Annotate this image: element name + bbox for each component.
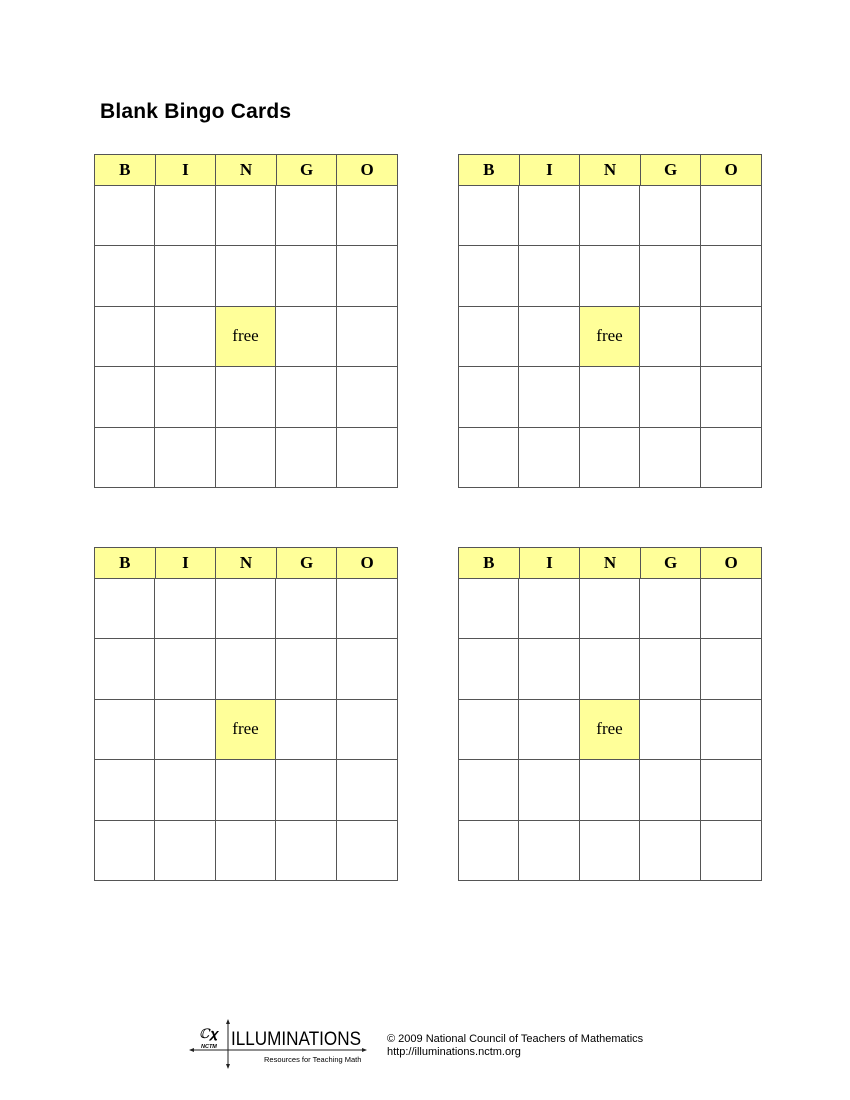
- card-header-row: [95, 155, 397, 186]
- free-space-cell: free: [580, 307, 640, 367]
- bingo-cell: [155, 428, 215, 488]
- bingo-card-3: [94, 547, 398, 881]
- bingo-cell: [95, 428, 155, 488]
- bingo-cell: [701, 700, 761, 760]
- bingo-cell: [640, 579, 700, 639]
- bingo-cell: [519, 639, 579, 699]
- card-header-letter: N: [580, 155, 641, 185]
- bingo-cell: [95, 307, 155, 367]
- bingo-cell: [640, 246, 700, 306]
- bingo-cell: [337, 246, 397, 306]
- bingo-cell: [640, 760, 700, 820]
- card-grid: [459, 579, 761, 881]
- card-header-row: [459, 155, 761, 186]
- bingo-cell: [216, 760, 276, 820]
- bingo-cell: [640, 367, 700, 427]
- bingo-cell: [519, 579, 579, 639]
- bingo-cell: [519, 700, 579, 760]
- bingo-cell: [701, 186, 761, 246]
- illuminations-logo-icon: [188, 1018, 368, 1070]
- bingo-cell: [216, 639, 276, 699]
- bingo-card-2: [458, 154, 762, 488]
- bingo-cell: [459, 639, 519, 699]
- bingo-cell: [640, 428, 700, 488]
- card-header-letter: G: [277, 155, 338, 185]
- card-header-letter: O: [360, 553, 374, 572]
- page-title: Blank Bingo Cards: [100, 100, 292, 123]
- card-header-letter: O: [724, 160, 738, 179]
- card-header-letter: G: [277, 548, 338, 578]
- credit-block: [387, 1033, 643, 1059]
- bingo-cell: [580, 367, 640, 427]
- bingo-cell: [337, 428, 397, 488]
- bingo-cell: [580, 186, 640, 246]
- bingo-cell: [276, 246, 336, 306]
- bingo-cell: [640, 639, 700, 699]
- bingo-cell: [701, 367, 761, 427]
- card-header-letter: O: [360, 160, 374, 179]
- svg-text:ℂ𝛘: ℂ𝛘: [199, 1027, 218, 1042]
- bingo-cell: [95, 367, 155, 427]
- bingo-cell: [95, 186, 155, 246]
- card-header-letter: B: [95, 155, 156, 185]
- bingo-cell: [459, 700, 519, 760]
- card-header-letter: I: [156, 548, 217, 578]
- bingo-cell: [155, 639, 215, 699]
- card-header-letter: G: [641, 155, 702, 185]
- bingo-cell: [216, 821, 276, 881]
- card-header-letter: B: [459, 548, 520, 578]
- bingo-cell: [216, 579, 276, 639]
- bingo-cell: [701, 579, 761, 639]
- free-space-cell: free: [580, 700, 640, 760]
- bingo-cell: [155, 821, 215, 881]
- bingo-cell: [216, 246, 276, 306]
- bingo-cell: [640, 700, 700, 760]
- bingo-cell: [337, 639, 397, 699]
- bingo-cell: [459, 579, 519, 639]
- copyright-text: © 2009 National Council of Teachers of Mathematics: [387, 1033, 644, 1045]
- card-header-letter: N: [580, 548, 641, 578]
- card-header-letter: B: [95, 548, 156, 578]
- bingo-cell: [276, 367, 336, 427]
- bingo-cell: [640, 821, 700, 881]
- bingo-cell: [337, 307, 397, 367]
- bingo-cell: [95, 579, 155, 639]
- card-header-letter: O: [724, 553, 738, 572]
- logo-main-text: ILLUMINATIONS: [231, 1029, 361, 1050]
- bingo-cell: [276, 639, 336, 699]
- card-header-letter: B: [459, 155, 520, 185]
- bingo-cell: [459, 428, 519, 488]
- bingo-cell: [276, 821, 336, 881]
- bingo-cell: [95, 246, 155, 306]
- bingo-cell: [459, 821, 519, 881]
- bingo-cell: [580, 246, 640, 306]
- card-header-letter: I: [156, 155, 217, 185]
- bingo-cell: [216, 428, 276, 488]
- bingo-cell: [701, 639, 761, 699]
- bingo-cell: [580, 639, 640, 699]
- bingo-cell: [337, 579, 397, 639]
- bingo-cell: [459, 186, 519, 246]
- logo-tagline-text: Resources for Teaching Math: [264, 1055, 362, 1064]
- bingo-cell: [519, 821, 579, 881]
- bingo-card-4: [458, 547, 762, 881]
- bingo-cell: [459, 760, 519, 820]
- card-header-letter: I: [520, 155, 581, 185]
- free-space-cell: free: [216, 700, 276, 760]
- card-header-letter: N: [216, 155, 277, 185]
- illuminations-logo: [188, 1018, 368, 1070]
- bingo-cell: [95, 821, 155, 881]
- bingo-cell: [701, 246, 761, 306]
- bingo-cell: [580, 821, 640, 881]
- bingo-cell: [519, 307, 579, 367]
- bingo-cell: [519, 367, 579, 427]
- bingo-cell: [276, 307, 336, 367]
- logo-org-text: NCTM: [201, 1044, 217, 1050]
- card-header-letter: G: [641, 548, 702, 578]
- bingo-cell: [640, 307, 700, 367]
- bingo-cell: [276, 579, 336, 639]
- card-header-row: [459, 548, 761, 579]
- bingo-cell: [580, 579, 640, 639]
- bingo-cell: [519, 760, 579, 820]
- bingo-cell: [155, 760, 215, 820]
- free-space-cell: free: [216, 307, 276, 367]
- bingo-cell: [459, 307, 519, 367]
- card-grid: [459, 186, 761, 488]
- bingo-cell: [95, 700, 155, 760]
- bingo-cell: [640, 186, 700, 246]
- bingo-cell: [580, 428, 640, 488]
- card-header-row: [95, 548, 397, 579]
- bingo-cell: [337, 760, 397, 820]
- card-header-letter: I: [520, 548, 581, 578]
- bingo-cell: [276, 700, 336, 760]
- card-header-letter: N: [216, 548, 277, 578]
- bingo-card-1: [94, 154, 398, 488]
- bingo-cell: [155, 307, 215, 367]
- bingo-cell: [701, 821, 761, 881]
- bingo-cell: [519, 246, 579, 306]
- bingo-cell: [276, 760, 336, 820]
- bingo-cell: [155, 186, 215, 246]
- bingo-cell: [155, 700, 215, 760]
- bingo-cell: [216, 367, 276, 427]
- bingo-cell: [216, 186, 276, 246]
- url-link[interactable]: http://illuminations.nctm.org: [387, 1046, 521, 1058]
- bingo-cell: [95, 639, 155, 699]
- bingo-cell: [337, 186, 397, 246]
- bingo-cell: [337, 821, 397, 881]
- bingo-cell: [580, 760, 640, 820]
- bingo-cell: [95, 760, 155, 820]
- bingo-cell: [519, 186, 579, 246]
- bingo-cell: [459, 246, 519, 306]
- bingo-cell: [701, 760, 761, 820]
- bingo-cell: [701, 307, 761, 367]
- card-grid: [95, 579, 397, 881]
- footer: [188, 1018, 668, 1070]
- bingo-cell: [155, 246, 215, 306]
- bingo-cell: [337, 700, 397, 760]
- bingo-cell: [276, 428, 336, 488]
- bingo-cell: [459, 367, 519, 427]
- bingo-cell: [701, 428, 761, 488]
- bingo-cell: [337, 367, 397, 427]
- bingo-cell: [155, 367, 215, 427]
- bingo-cell: [519, 428, 579, 488]
- bingo-cell: [155, 579, 215, 639]
- card-grid: [95, 186, 397, 488]
- bingo-cell: [276, 186, 336, 246]
